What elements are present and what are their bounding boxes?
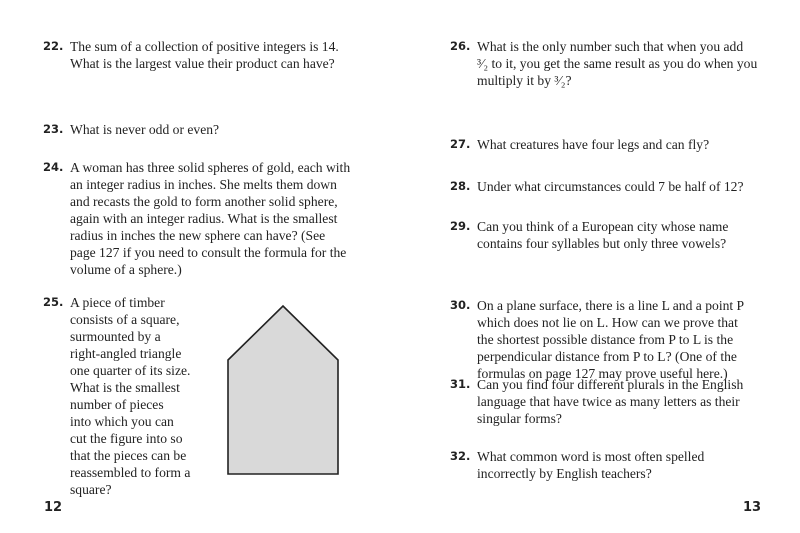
question-text-line: surmounted by a bbox=[70, 329, 161, 344]
question-text-line: On a plane surface, there is a line L and a point P bbox=[477, 298, 745, 313]
question-text-line: that the pieces can be bbox=[70, 448, 187, 463]
question-number: 31. bbox=[450, 377, 471, 391]
question-text-line: ³⁄₂ to it, you get the same result as you do when you bbox=[477, 56, 758, 71]
question-text-line: right-angled triangle bbox=[70, 346, 182, 361]
question-text-line: Can you think of a European city whose name bbox=[477, 219, 729, 234]
question-text-line: incorrectly by English teachers? bbox=[477, 466, 652, 481]
question-number: 24. bbox=[43, 160, 64, 174]
question-text-line: What is the only number such that when you add bbox=[477, 39, 744, 54]
question-text-line: language that have twice as many letters as their bbox=[477, 394, 740, 409]
question-text-line: multiply it by ³⁄₂? bbox=[477, 73, 572, 88]
question-text-line: What is the largest value their product can have? bbox=[70, 56, 335, 71]
question-text-line: Under what circumstances could 7 be half of 12? bbox=[477, 179, 744, 194]
question-text-line: perpendicular distance from P to L? (One of the bbox=[477, 349, 737, 364]
question-text-line: What is never odd or even? bbox=[70, 122, 220, 137]
question-number: 22. bbox=[43, 39, 64, 53]
question-text-line: number of pieces bbox=[70, 397, 164, 412]
question-text-line: one quarter of its size. bbox=[70, 363, 191, 378]
question-text-line: singular forms? bbox=[477, 411, 562, 426]
question-text-line: which does not lie on L. How can we prove that bbox=[477, 315, 738, 330]
question-text-line: square? bbox=[70, 482, 112, 497]
question-text-line: What is the smallest bbox=[70, 380, 180, 395]
question-text-line: again with an integer radius. What is the smallest bbox=[70, 211, 338, 226]
question-number: 27. bbox=[450, 137, 471, 151]
question-text-line: consists of a square, bbox=[70, 312, 180, 327]
question-number: 23. bbox=[43, 122, 64, 136]
question-text-line: A woman has three solid spheres of gold, each with bbox=[70, 160, 351, 175]
question-text-line: volume of a sphere.) bbox=[70, 262, 182, 277]
question-text-line: an integer radius in inches. She melts them down bbox=[70, 177, 337, 192]
question-text-line: The sum of a collection of positive integers is 14. bbox=[70, 39, 339, 54]
question-text-line: page 127 if you need to consult the formula for the bbox=[70, 245, 347, 260]
question-number: 28. bbox=[450, 179, 471, 193]
pentagon-house-shape bbox=[228, 306, 338, 474]
question-text-line: radius in inches the new sphere can have? (See bbox=[70, 228, 326, 243]
question-number: 26. bbox=[450, 39, 471, 53]
question-text-line: formulas on page 127 may prove useful here.) bbox=[477, 366, 728, 381]
question-text-line: the shortest possible distance from P to L is the bbox=[477, 332, 734, 347]
question-text-line: A piece of timber bbox=[70, 295, 165, 310]
question-text-line: contains four syllables but only three vowels? bbox=[477, 236, 727, 251]
question-text-line: and recasts the gold to form another solid sphere, bbox=[70, 194, 338, 209]
page-number-left: 12 bbox=[44, 500, 63, 515]
question-text-line: Can you find four different plurals in the English bbox=[477, 377, 744, 392]
question-number: 29. bbox=[450, 219, 471, 233]
question-text-line: cut the figure into so bbox=[70, 431, 183, 446]
question-text-line: What creatures have four legs and can fly? bbox=[477, 137, 710, 152]
question-text-line: What common word is most often spelled bbox=[477, 449, 705, 464]
question-text-line: into which you can bbox=[70, 414, 174, 429]
question-number: 25. bbox=[43, 295, 64, 309]
question-number: 32. bbox=[450, 449, 471, 463]
question-number: 30. bbox=[450, 298, 471, 312]
page-number-right: 13 bbox=[743, 500, 762, 515]
question-text-line: reassembled to form a bbox=[70, 465, 191, 480]
